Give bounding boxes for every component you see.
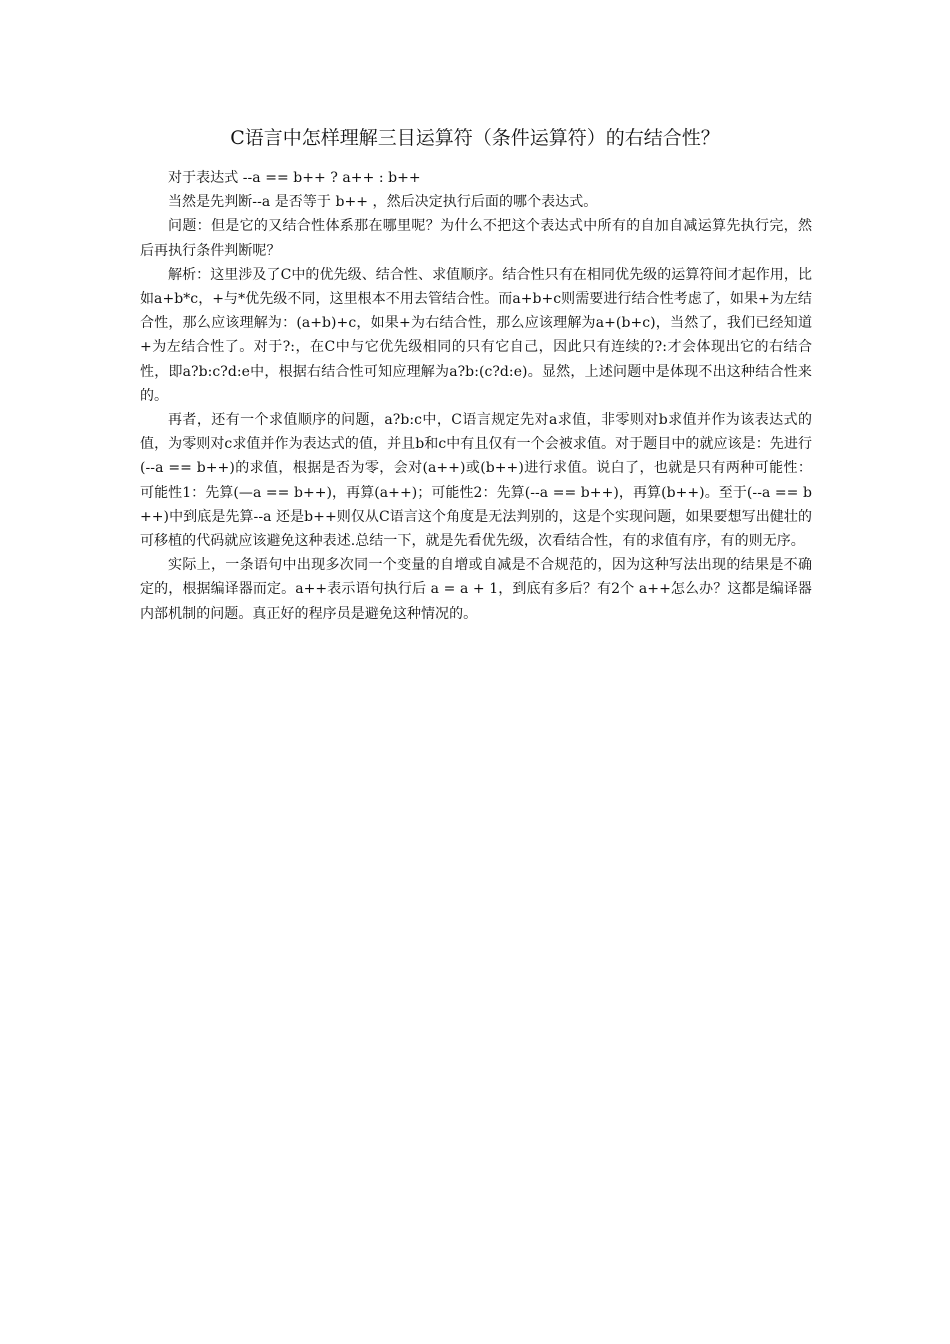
document-title: C语言中怎样理解三目运算符（条件运算符）的右结合性？ [230, 127, 720, 149]
paragraph-conclusion: 实际上，一条语句中出现多次同一个变量的自增或自减是不合规范的，因为这种写法出现的结果是不确定的，根据编译器而定。a++表示语句执行后 a = a + 1，到底有多后？有2个 a++怎么办？这都是编译器内部机制的问题。真正好的程序员是避免这种情况的。 [140, 557, 812, 622]
paragraph-expression: 对于表达式 --a == b++ ? a++ : b++ [168, 170, 421, 186]
paragraph-analysis: 解析：这里涉及了C中的优先级、结合性、求值顺序。结合性只有在相同优先级的运算符间才起作用，比如a+b*c，+与*优先级不同，这里根本不用去管结合性。而a+b+c则需要进行结合性考虑了，如果+为左结合性，那么应该理解为：(a+b)+c，如果+为右结合性，那么应该理解为a+(b+c)，当然了，我们已经知道+为左结合性了。对于?:，在C中与它优先级相同的只有它自己，因此只有连续的?:才会体现出它的右结合性，即a?b:c?d:e中，根据右结合性可知应理解为a?b:(c?d:e)。显然，上述问题中是体现不出这种结合性来的。 [140, 266, 812, 404]
paragraph-evaluation-note: 当然是先判断--a 是否等于 b++ ，然后决定执行后面的哪个表达式。 [168, 194, 598, 211]
paragraph-question: 问题：但是它的又结合性体系那在哪里呢？为什么不把这个表达式中所有的自加自减运算先执行完，然后再执行条件判断呢？ [140, 218, 812, 259]
paragraph-evaluation-order: 再者，还有一个求值顺序的问题，a?b:c中，C语言规定先对a求值，非零则对b求值并作为该表达式的值，为零则对c求值并作为表达式的值，并且b和c中有且仅有一个会被求值。对于题目中的就应该是：先进行(--a == b++)的求值，根据是否为零，会对(a++)或(b++)进行求值。说白了，也就是只有两种可能性：可能性1：先算(—a == b++)，再算(a++)；可能性2：先算(--a == b++)，再算(b++)。至于(--a == b++)中到底是先算--a 还是b++则仅从C语言这个角度是无法判别的，这是个实现问题，如果要想写出健壮的可移植的代码就应该避免这种表述.总结一下，就是先看优先级，次看结合性，有的求值有序，有的则无序。 [140, 412, 812, 550]
document-body [140, 166, 812, 626]
